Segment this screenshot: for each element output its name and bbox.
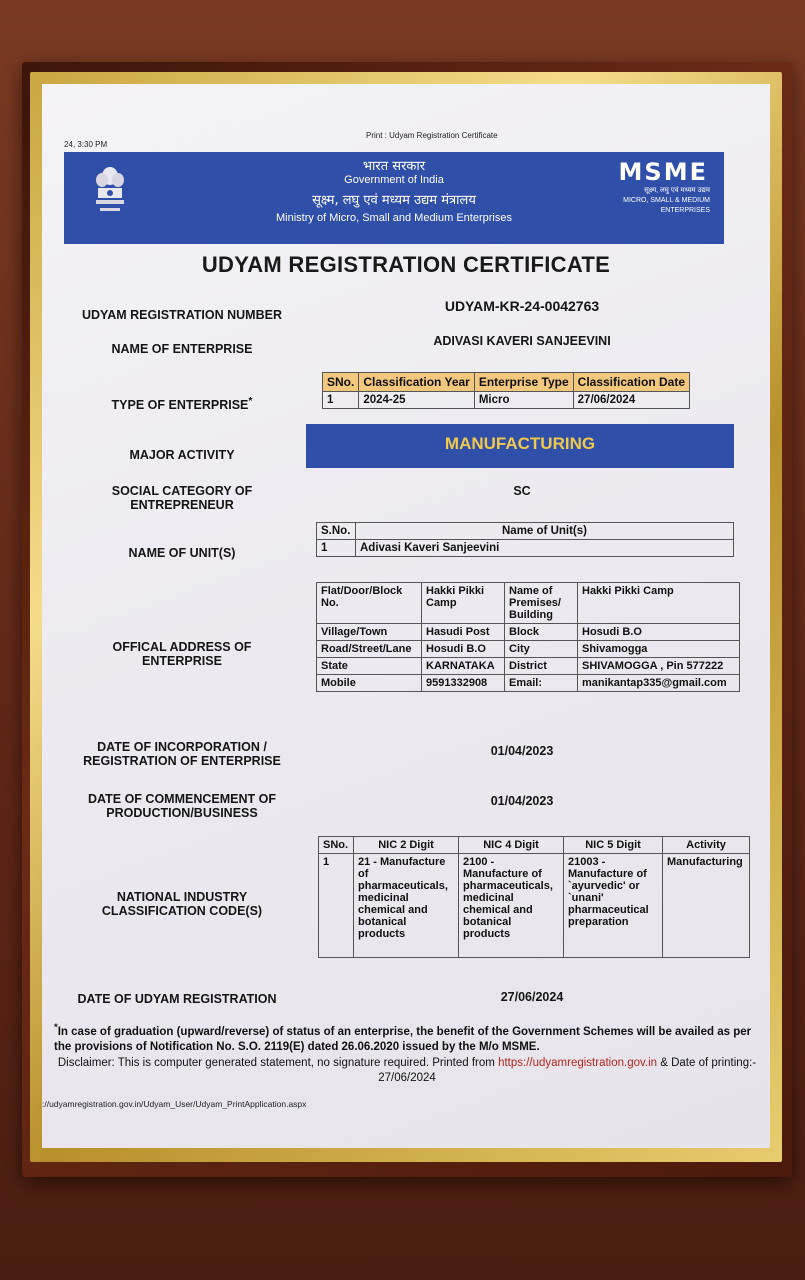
footer-url: ://udyamregistration.gov.in/Udyam_User/Udyam_PrintApplication.aspx [42,1099,307,1109]
address-row-mobile [317,675,740,692]
addr-city-value: Shivamogga [578,641,740,658]
government-hindi: भारत सरकार [362,159,426,174]
nic-table [318,836,750,958]
addr-premises-label: Name of Premises/ Building [505,583,578,624]
address-table [316,582,740,692]
units-table-header [317,523,734,540]
graduation-note [54,1020,760,1055]
disclaimer [54,1056,760,1086]
addr-village-label: Village/Town [317,624,422,641]
type-th-date: Classification Date [573,373,689,392]
units-td-sno: 1 [317,540,356,557]
addr-email-value: manikantap335@gmail.com [578,675,740,692]
addr-mobile-value: 9591332908 [422,675,505,692]
type-th-type: Enterprise Type [474,373,573,392]
type-td-type: Micro [474,392,573,409]
udyam-date-value: 27/06/2024 [500,990,564,1004]
government-banner [64,152,724,244]
addr-flat-value: Hakki Pikki Camp [422,583,505,624]
social-category-value: SC [513,484,531,498]
type-td-date: 27/06/2024 [573,392,689,409]
certificate-title: UDYAM REGISTRATION CERTIFICATE [201,252,611,277]
government-english: Government of India [344,174,444,186]
nic-th-activity: Activity [663,837,750,854]
nic-label: NATIONAL INDUSTRY CLASSIFICATION CODE(S) [101,890,263,918]
ministry-english: Ministry of Micro, Small and Medium Enterprises [276,212,512,224]
addr-state-value: KARNATAKA [422,658,505,675]
addr-district-value: SHIVAMOGGA , Pin 577222 [578,658,740,675]
addr-block-label: Block [505,624,578,641]
enterprise-type-table [322,372,690,409]
disclaimer-date: & Date of printing:- 27/06/2024 [378,1057,757,1084]
graduation-note-marker: * [54,1022,58,1033]
addr-block-value: Hosudi B.O [578,624,740,641]
nic-th-4digit: NIC 4 Digit [459,837,564,854]
type-th-year: Classification Year [359,373,475,392]
address-row-state [317,658,740,675]
msme-logo-hindi: सूक्ष्म, लघु एवं मध्यम उद्यम [644,187,710,194]
units-td-name: Adivasi Kaveri Sanjeevini [356,540,734,557]
addr-mobile-label: Mobile [317,675,422,692]
units-th-name: Name of Unit(s) [356,523,734,540]
type-table-header [323,373,690,392]
type-th-sno: SNo. [323,373,359,392]
commencement-date: 01/04/2023 [490,794,554,808]
reg-number-value: UDYAM-KR-24-0042763 [444,298,600,314]
msme-logo-subtitle [590,186,710,216]
major-activity-value: MANUFACTURING [444,434,596,453]
address-label: OFFICAL ADDRESS OF ENTERPRISE [112,640,252,668]
type-label-marker: * [248,396,253,407]
msme-logo: MSME [618,158,708,186]
type-td-sno: 1 [323,392,359,409]
disclaimer-text: Disclaimer: This is computer generated statement, no signature required. Printed from [57,1057,495,1069]
type-label [62,396,302,412]
nic-th-2digit: NIC 2 Digit [354,837,459,854]
graduation-note-text: In case of graduation (upward/reverse) of status of an enterprise, the benefit of the Government Schemes will be availed as per the provisions of Notification No. S.O. 2119(E) dated 26.06.2020 issued by the M/o MSME. [54,1025,752,1053]
units-table-row [317,540,734,557]
nic-table-row [319,854,750,958]
addr-road-value: Hosudi B.O [422,641,505,658]
type-label-text: TYPE OF ENTERPRISE [111,398,249,413]
type-td-year: 2024-25 [359,392,475,409]
certificate-paper [42,84,770,1148]
enterprise-name-value: ADIVASI KAVERI SANJEEVINI [433,334,611,348]
social-category-label: SOCIAL CATEGORY OF ENTREPRENEUR [111,484,253,512]
msme-logo-english: MICRO, SMALL & MEDIUM ENTERPRISES [623,197,710,214]
address-row-flat [317,583,740,624]
addr-email-label: Email: [505,675,578,692]
units-table [316,522,734,557]
reg-number-label: UDYAM REGISTRATION NUMBER [81,308,282,322]
addr-premises-value: Hakki Pikki Camp [578,583,740,624]
major-activity-band [306,424,734,468]
enterprise-name-label: NAME OF ENTERPRISE [111,342,253,356]
addr-flat-label: Flat/Door/Block No. [317,583,422,624]
nic-th-sno: SNo. [319,837,354,854]
disclaimer-link[interactable]: https://udyamregistration.gov.in [498,1057,658,1069]
addr-state-label: State [317,658,422,675]
nic-td-4digit: 2100 - Manufacture of pharmaceuticals, medicinal chemical and botanical products [459,854,564,958]
address-row-village [317,624,740,641]
nic-td-2digit: 21 - Manufacture of pharmaceuticals, medicinal chemical and botanical products [354,854,459,958]
commencement-label: DATE OF COMMENCEMENT OF PRODUCTION/BUSINESS [88,792,276,820]
major-activity-label: MAJOR ACTIVITY [129,448,235,462]
ministry-hindi: सूक्ष्म, लघु एवं मध्यम उद्यम मंत्रालय [312,193,476,208]
nic-table-header [319,837,750,854]
units-th-sno: S.No. [317,523,356,540]
units-label: NAME OF UNIT(S) [128,546,236,560]
incorporation-date: 01/04/2023 [490,744,554,758]
nic-td-activity: Manufacturing [663,854,750,958]
type-table-row [323,392,690,409]
addr-road-label: Road/Street/Lane [317,641,422,658]
print-timestamp: 24, 3:30 PM [64,140,108,149]
nic-td-sno: 1 [319,854,354,958]
address-row-road [317,641,740,658]
nic-td-5digit: 21003 - Manufacture of `ayurvedic' or `unani' pharmaceutical preparation [564,854,663,958]
incorporation-label: DATE OF INCORPORATION / REGISTRATION OF ENTERPRISE [83,740,281,768]
udyam-date-label: DATE OF UDYAM REGISTRATION [77,992,277,1006]
addr-city-label: City [505,641,578,658]
print-header-title: Print : Udyam Registration Certificate [366,131,498,140]
addr-district-label: District [505,658,578,675]
addr-village-value: Hasudi Post [422,624,505,641]
nic-th-5digit: NIC 5 Digit [564,837,663,854]
